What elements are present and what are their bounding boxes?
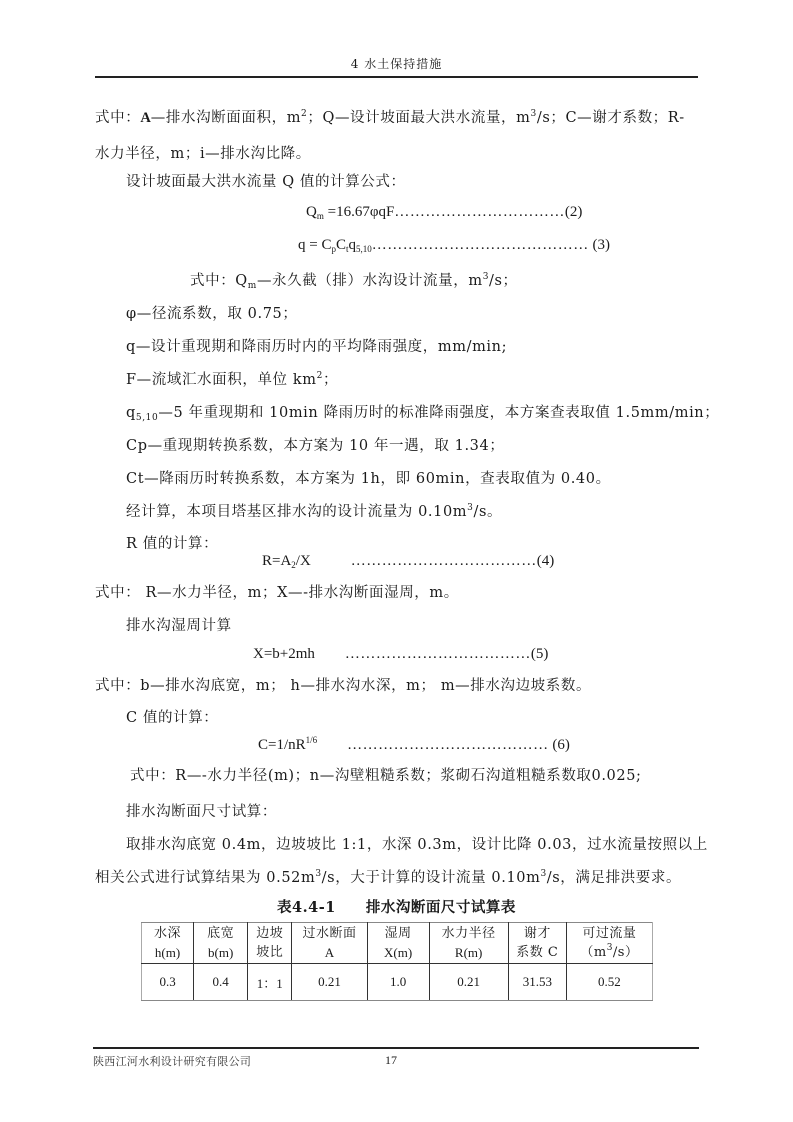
table-cell: 0.4 xyxy=(194,964,248,1001)
sub: p xyxy=(331,244,336,254)
header-line-1: 底宽 xyxy=(207,926,235,941)
formula-5 xyxy=(253,646,548,663)
def-f-tail: ； xyxy=(322,372,339,388)
header-line-2: A xyxy=(324,945,335,960)
leader-dots: ……………………………… xyxy=(350,553,537,569)
def-qm xyxy=(190,271,518,291)
header-line-2: h(m) xyxy=(154,945,181,960)
sup: 3 xyxy=(606,943,613,953)
trial-para-line-2 xyxy=(95,868,681,888)
formula-2 xyxy=(306,204,582,221)
trial-text-b: /s，大于计算的设计流量 0.10m xyxy=(321,870,541,886)
formula-definitions-line-2: 水力半径，m；i—排水沟比降。 xyxy=(95,146,311,162)
sup: 1/6 xyxy=(305,735,318,745)
x-intro: 排水沟湿周计算 xyxy=(126,618,232,634)
header-line-1: 水力半径 xyxy=(441,926,496,941)
header-line-1: 水深 xyxy=(154,926,182,941)
sup: 3 xyxy=(315,869,322,879)
formula-4-lhs: R=A xyxy=(262,553,292,569)
sup: 2 xyxy=(316,371,323,381)
table-cell: 1：1 xyxy=(248,964,292,1001)
r-intro: R 值的计算： xyxy=(126,536,219,552)
table-cell: 0.21 xyxy=(429,964,508,1001)
c-definitions: 式中：R—-水力半径(m)；n—沟壁粗糙系数；浆砌石沟道粗糙系数取0.025; xyxy=(130,768,642,784)
header-cell xyxy=(367,923,429,964)
header-rule xyxy=(95,76,698,78)
header-line-1: 湿周 xyxy=(384,926,412,941)
header-line-1: 边坡 xyxy=(256,926,284,941)
header-line-2: 坡比 xyxy=(256,945,284,960)
leader-dots: ………………………………… xyxy=(347,737,549,753)
def-f-text: F—流域汇水面积，单位 km xyxy=(126,372,317,388)
def-q510-text: —5 年重现期和 10min 降雨历时的标准降雨强度，本方案查表取值 1.5mm/min； xyxy=(158,405,720,421)
sup: 3 xyxy=(467,503,474,513)
formula-3 xyxy=(298,237,610,254)
def-qm-lead: 式中：Q xyxy=(190,273,248,289)
header-cell xyxy=(142,923,194,964)
formula-6 xyxy=(258,737,570,754)
q-desc: ；Q—设计坡面最大洪水流量，m xyxy=(307,110,531,126)
formula-3-q: q xyxy=(348,237,356,253)
table-cell: 0.52 xyxy=(566,964,652,1001)
sub: t xyxy=(345,244,349,254)
running-header-title: 4 水土保持措施 xyxy=(350,57,443,71)
leader-dots: ……………………………… xyxy=(344,646,531,662)
header-cell xyxy=(508,923,566,964)
header-line-1: 过水断面 xyxy=(302,926,357,941)
trial-para-line-1: 取排水沟底宽 0.4m，边坡坡比 1:1，水深 0.3m，设计比降 0.03，过水流量按照以上 xyxy=(126,837,708,853)
formula-2-rhs: =16.67φqF xyxy=(323,204,395,220)
ditch-section-trial-table xyxy=(141,922,653,1001)
leader-dots: …………………………………… xyxy=(371,237,589,253)
trial-text-c: /s，满足排洪要求。 xyxy=(546,870,682,886)
q-formula-intro: 设计坡面最大洪水流量 Q 值的计算公式： xyxy=(126,174,406,190)
c-intro: C 值的计算： xyxy=(126,710,219,726)
trial-intro: 排水沟断面尺寸试算： xyxy=(126,804,277,820)
table-caption-number: 表4.4-1 xyxy=(277,899,336,916)
design-flow-result xyxy=(126,502,502,522)
trial-text-a: 相关公式进行试算结果为 0.52m xyxy=(95,870,316,886)
def-cp: Cp—重现期转换系数，本方案为 10 年一遇，取 1.34； xyxy=(126,438,505,454)
sup: 3 xyxy=(482,272,490,282)
a-desc: —排水沟断面面积，m xyxy=(150,110,302,126)
footer-company: 陕西江河水利设计研究有限公司 xyxy=(93,1055,252,1068)
formula-3-mid: C xyxy=(335,237,346,253)
sup: 3 xyxy=(540,869,547,879)
table-cell: 1.0 xyxy=(367,964,429,1001)
symbol-a: A xyxy=(140,110,151,126)
design-flow-text: 经计算，本项目塔基区排水沟的设计流量为 0.10m xyxy=(126,504,468,520)
leader-dots: …………………………… xyxy=(394,204,565,220)
header-cell xyxy=(429,923,508,964)
formula-6-lhs: C=1/nR xyxy=(258,737,306,753)
def-q510-sym: q xyxy=(126,405,136,421)
def-qm-text: —永久截（排）水沟设计流量，m xyxy=(256,273,483,289)
sub: 5,10 xyxy=(135,413,159,423)
unit-close: /s） xyxy=(612,945,639,960)
header-cell xyxy=(292,923,367,964)
formula-definitions-line-1 xyxy=(95,108,685,128)
page-number: 17 xyxy=(385,1053,397,1067)
q-tail: /s；C—谢才系数；R- xyxy=(536,110,685,126)
sub: 5,10 xyxy=(356,244,372,254)
header-line-2: 系数 C xyxy=(516,945,559,960)
table-cell: 0.3 xyxy=(142,964,194,1001)
def-q510 xyxy=(126,403,719,423)
r-definitions: 式中： R—水力半径，m；X—-排水沟断面湿周，m。 xyxy=(95,585,459,601)
def-f xyxy=(126,370,338,390)
table-caption-title: 排水沟断面尺寸试算表 xyxy=(365,899,516,916)
header-line-2: b(m) xyxy=(208,945,234,960)
header-line-1: 谢才 xyxy=(523,926,551,941)
header-cell xyxy=(194,923,248,964)
x-definitions: 式中：b—排水沟底宽，m； h—排水沟水深，m； m—排水沟边坡系数。 xyxy=(95,678,592,694)
sup: 3 xyxy=(530,109,537,119)
header-line-2 xyxy=(567,943,652,962)
footer-rule xyxy=(93,1047,699,1049)
def-phi: φ—径流系数，取 0.75； xyxy=(126,306,298,322)
header-line-2: X(m) xyxy=(383,945,413,960)
formula-4-number: (4) xyxy=(536,553,555,569)
table-cell: 31.53 xyxy=(508,964,566,1001)
header-line-2: R(m) xyxy=(454,945,483,960)
formula-3-lhs: q = C xyxy=(298,237,332,253)
table-row xyxy=(142,964,653,1001)
lead: 式中： xyxy=(95,110,141,126)
def-ct: Ct—降雨历时转换系数，本方案为 1h，即 60min，查表取值为 0.40。 xyxy=(126,471,611,487)
formula-2-number: (2) xyxy=(564,204,583,220)
unit-open: （m xyxy=(580,945,607,960)
sub: m xyxy=(316,211,324,221)
header-cell xyxy=(248,923,292,964)
header-line-1: 可过流量 xyxy=(582,926,637,941)
formula-3-number: (3) xyxy=(592,237,610,253)
table-header-row xyxy=(142,923,653,964)
table-caption xyxy=(277,896,516,917)
table-cell: 0.21 xyxy=(292,964,367,1001)
formula-4 xyxy=(235,553,554,570)
formula-5-expr: X=b+2mh xyxy=(253,646,315,662)
formula-2-lhs: Q xyxy=(306,204,317,220)
sub: m xyxy=(247,281,257,291)
def-q: q—设计重现期和降雨历时内的平均降雨强度，mm/min; xyxy=(126,339,508,355)
formula-5-number: (5) xyxy=(530,646,549,662)
formula-4-rhs: /X xyxy=(295,553,311,569)
formula-6-number: (6) xyxy=(552,737,570,753)
def-qm-tail: /s； xyxy=(489,273,518,289)
sup: 2 xyxy=(301,109,308,119)
header-cell xyxy=(566,923,652,964)
sub: 2 xyxy=(291,560,296,570)
design-flow-tail: /s。 xyxy=(473,504,503,520)
